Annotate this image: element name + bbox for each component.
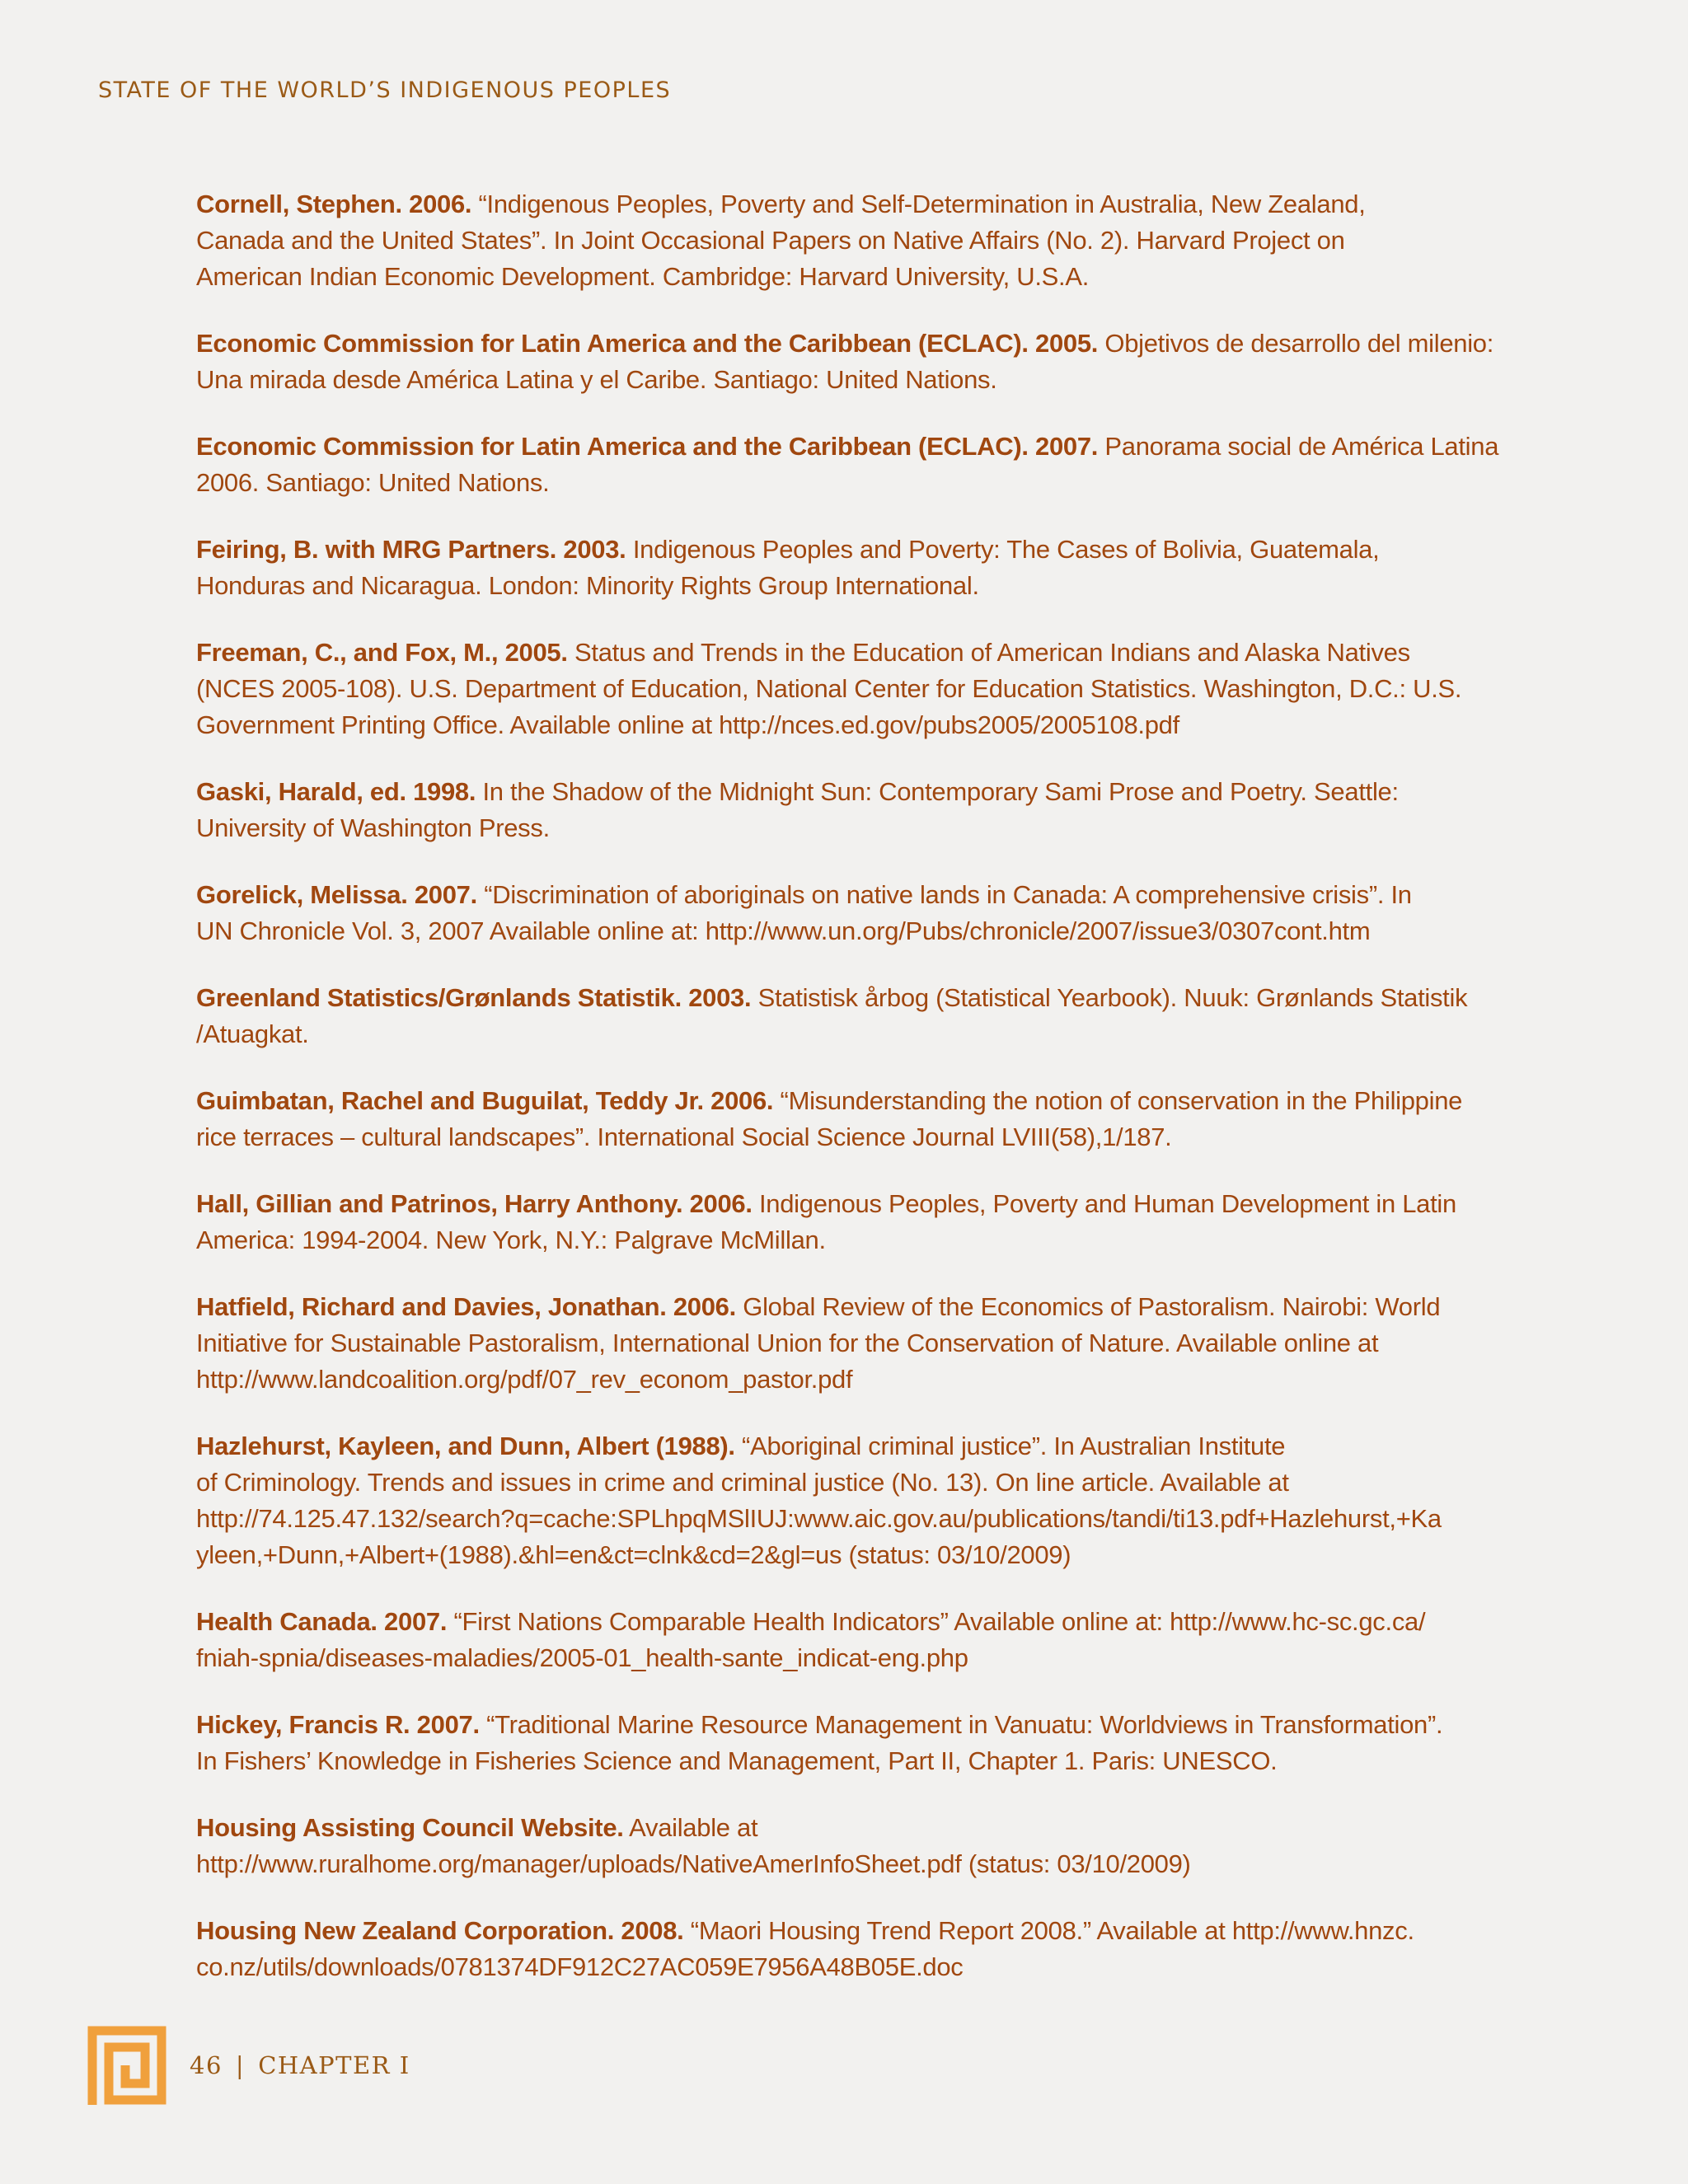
reference-line (196, 1810, 1498, 1846)
reference-text: University of Washington Press. (196, 813, 550, 842)
reference-text: Global Review of the Economics of Pastoralism. Nairobi: World (735, 1292, 1441, 1321)
reference-author: Hazlehurst, Kayleen, and Dunn, Albert (1988). (196, 1432, 735, 1460)
reference-line (196, 1119, 1498, 1155)
reference-line (196, 1537, 1498, 1573)
reference-author: Housing New Zealand Corporation. 2008. (196, 1916, 684, 1945)
reference-author: Gorelick, Melissa. 2007. (196, 880, 477, 909)
reference-line (196, 429, 1498, 465)
reference-line (196, 877, 1498, 913)
reference-entry (196, 326, 1498, 398)
reference-line (196, 1501, 1498, 1537)
reference-author: Hickey, Francis R. 2007. (196, 1710, 480, 1739)
reference-author: Economic Commission for Latin America and the Caribbean (ECLAC). 2007. (196, 432, 1099, 461)
reference-text: Status and Trends in the Education of American Indians and Alaska Natives (567, 638, 1410, 667)
reference-line (196, 1604, 1498, 1640)
reference-line (196, 568, 1498, 604)
reference-line (196, 671, 1498, 707)
reference-line (196, 980, 1498, 1016)
reference-line (196, 1640, 1498, 1676)
spiral-logo-icon (81, 2019, 173, 2111)
reference-line (196, 1361, 1498, 1398)
reference-line (196, 1949, 1498, 1985)
reference-line (196, 774, 1498, 810)
reference-entry (196, 186, 1498, 295)
reference-line (196, 1743, 1498, 1779)
reference-text: http://www.landcoalition.org/pdf/07_rev_econom_pastor.pdf (196, 1365, 853, 1394)
reference-text: co.nz/utils/downloads/0781374DF912C27AC059E7956A48B05E.doc (196, 1952, 964, 1981)
reference-text: (NCES 2005-108). U.S. Department of Education, National Center for Education Statistics. Washington, D.C.: U.S. (196, 674, 1462, 703)
reference-text: “Maori Housing Trend Report 2008.” Available at http://www.hnzc. (683, 1916, 1414, 1945)
reference-author: Gaski, Harald, ed. 1998. (196, 777, 476, 806)
reference-text: In Fishers’ Knowledge in Fisheries Science and Management, Part II, Chapter 1. Paris: UNESCO. (196, 1746, 1278, 1775)
reference-entry (196, 1810, 1498, 1882)
reference-author: Housing Assisting Council Website. (196, 1813, 624, 1842)
reference-text: /Atuagkat. (196, 1019, 309, 1048)
reference-entry (196, 1428, 1498, 1573)
footer-separator: | (235, 2051, 246, 2079)
reference-line (196, 1428, 1498, 1465)
reference-list (196, 186, 1498, 2016)
reference-text: Panorama social de América Latina (1098, 432, 1499, 461)
reference-author: Cornell, Stephen. 2006. (196, 190, 472, 218)
reference-author: Economic Commission for Latin America and the Caribbean (ECLAC). 2005. (196, 329, 1099, 358)
reference-line (196, 1083, 1498, 1119)
reference-line (196, 1325, 1498, 1361)
reference-text: yleen,+Dunn,+Albert+(1988).&hl=en&ct=clnk&cd=2&gl=us (status: 03/10/2009) (196, 1540, 1071, 1569)
reference-line (196, 1289, 1498, 1325)
reference-text: “Misunderstanding the notion of conservation in the Philippine (773, 1086, 1463, 1115)
reference-text: Initiative for Sustainable Pastoralism, International Union for the Conservation of Nature. Available online at (196, 1329, 1379, 1357)
reference-line (196, 326, 1498, 362)
reference-text: Una mirada desde América Latina y el Caribe. Santiago: United Nations. (196, 365, 997, 394)
reference-text: Canada and the United States”. In Joint Occasional Papers on Native Affairs (No. 2). Harvard Project on (196, 226, 1345, 255)
reference-text: http://74.125.47.132/search?q=cache:SPLhpqMSlIUJ:www.aic.gov.au/publications/tandi/ti13.pdf+Hazlehurst,+Ka (196, 1504, 1442, 1533)
reference-entry (196, 1186, 1498, 1258)
reference-text: “Traditional Marine Resource Management in Vanuatu: Worldviews in Transformation”. (479, 1710, 1443, 1739)
reference-entry (196, 1913, 1498, 1985)
reference-line (196, 1846, 1498, 1882)
reference-line (196, 1016, 1498, 1052)
reference-text: 2006. Santiago: United Nations. (196, 468, 550, 497)
reference-line (196, 810, 1498, 846)
reference-text: Indigenous Peoples and Poverty: The Cases of Bolivia, Guatemala, (626, 535, 1380, 564)
reference-line (196, 259, 1498, 295)
reference-author: Hall, Gillian and Patrinos, Harry Anthony. 2006. (196, 1189, 753, 1218)
reference-text: rice terraces – cultural landscapes”. International Social Science Journal LVIII(58),1/187. (196, 1122, 1172, 1151)
reference-line (196, 1707, 1498, 1743)
reference-line (196, 635, 1498, 671)
reference-entry (196, 1707, 1498, 1779)
reference-line (196, 1186, 1498, 1222)
reference-line (196, 1465, 1498, 1501)
reference-text: Available at (623, 1813, 758, 1842)
reference-author: Feiring, B. with MRG Partners. 2003. (196, 535, 626, 564)
reference-text: fniah-spnia/diseases-maladies/2005-01_health-sante_indicat-eng.php (196, 1643, 968, 1672)
reference-line (196, 465, 1498, 501)
reference-line (196, 362, 1498, 398)
footer-text (190, 2051, 410, 2079)
reference-entry (196, 877, 1498, 949)
reference-entry (196, 635, 1498, 743)
reference-text: American Indian Economic Development. Cambridge: Harvard University, U.S.A. (196, 262, 1090, 291)
reference-line (196, 532, 1498, 568)
reference-text: Honduras and Nicaragua. London: Minority Rights Group International. (196, 571, 979, 600)
reference-line (196, 1913, 1498, 1949)
reference-text: Indigenous Peoples, Poverty and Human Development in Latin (752, 1189, 1456, 1218)
reference-author: Guimbatan, Rachel and Buguilat, Teddy Jr. 2006. (196, 1086, 774, 1115)
reference-text: Statistisk årbog (Statistical Yearbook). Nuuk: Grønlands Statistik (751, 983, 1468, 1012)
reference-author: Freeman, C., and Fox, M., 2005. (196, 638, 568, 667)
reference-line (196, 707, 1498, 743)
reference-entry (196, 1604, 1498, 1676)
reference-line (196, 186, 1498, 223)
page-footer (81, 2034, 410, 2097)
reference-line (196, 1222, 1498, 1258)
reference-text: UN Chronicle Vol. 3, 2007 Available online at: http://www.un.org/Pubs/chronicle/2007/issue3/0307cont.htm (196, 916, 1371, 945)
reference-entry (196, 1083, 1498, 1155)
reference-text: Objetivos de desarrollo del milenio: (1098, 329, 1494, 358)
running-header: STATE OF THE WORLD’S INDIGENOUS PEOPLES (98, 77, 672, 103)
reference-author: Hatfield, Richard and Davies, Jonathan. 2006. (196, 1292, 736, 1321)
chapter-label: CHAPTER I (258, 2051, 410, 2079)
reference-entry (196, 429, 1498, 501)
reference-text: In the Shadow of the Midnight Sun: Contemporary Sami Prose and Poetry. Seattle: (476, 777, 1399, 806)
reference-entry (196, 532, 1498, 604)
reference-text: “Discrimination of aboriginals on native lands in Canada: A comprehensive crisis”. In (476, 880, 1412, 909)
reference-text: Government Printing Office. Available online at http://nces.ed.gov/pubs2005/2005108.pdf (196, 710, 1179, 739)
reference-text: “Aboriginal criminal justice”. In Australian Institute (734, 1432, 1286, 1460)
reference-line (196, 913, 1498, 949)
reference-entry (196, 980, 1498, 1052)
reference-author: Health Canada. 2007. (196, 1607, 448, 1636)
reference-text: of Criminology. Trends and issues in crime and criminal justice (No. 13). On line article. Available at (196, 1468, 1289, 1497)
reference-entry (196, 1289, 1498, 1398)
reference-text: http://www.ruralhome.org/manager/uploads/NativeAmerInfoSheet.pdf (status: 03/10/2009) (196, 1849, 1191, 1878)
page-number: 46 (190, 2051, 223, 2079)
reference-text: “First Nations Comparable Health Indicators” Available online at: http://www.hc-sc.gc.ca/ (447, 1607, 1426, 1636)
reference-text: America: 1994-2004. New York, N.Y.: Palgrave McMillan. (196, 1226, 826, 1254)
reference-entry (196, 774, 1498, 846)
reference-line (196, 223, 1498, 259)
reference-author: Greenland Statistics/Grønlands Statistik. 2003. (196, 983, 752, 1012)
reference-text: “Indigenous Peoples, Poverty and Self-Determination in Australia, New Zealand, (471, 190, 1366, 218)
